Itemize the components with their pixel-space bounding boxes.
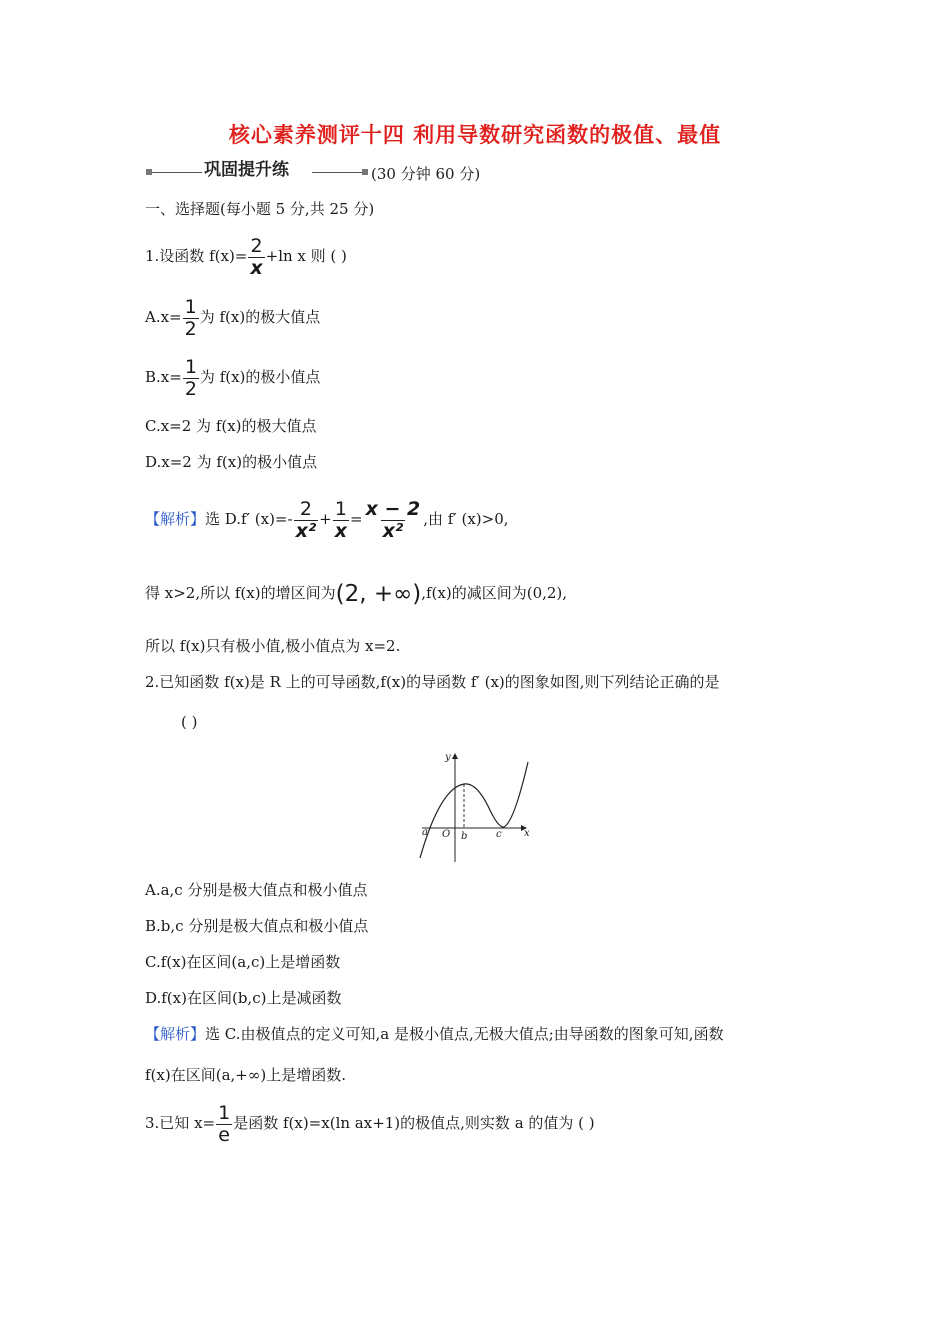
derivative-graph xyxy=(418,748,538,864)
fraction: $\frac{1}{2}$ xyxy=(184,355,197,400)
label-c: c xyxy=(496,829,502,840)
q2-stem: 2.已知函数 f(x)是 R 上的可导函数,f(x)的导函数 f′ (x)的图象如图,则下列结论正确的是 xyxy=(145,673,720,691)
q2-option-d: D.f(x)在区间(b,c)上是减函数 xyxy=(145,989,342,1007)
derivative-curve xyxy=(420,762,528,858)
fraction: $\frac{2}{x}$ xyxy=(250,234,263,279)
fraction: $\frac{2}{\text{x²}}$ xyxy=(295,497,317,542)
section-heading: 一、选择题(每小题 5 分,共 25 分) xyxy=(145,200,375,218)
q1-option-a: A.x= $\frac{1}{2}$ 为 f(x)的极大值点 xyxy=(145,295,321,340)
banner-right-line xyxy=(312,172,362,173)
q1-option-c: C.x=2 为 f(x)的极大值点 xyxy=(145,417,317,435)
banner-left-line xyxy=(152,172,202,173)
page-title: 核心素养测评十四 利用导数研究函数的极值、最值 xyxy=(228,122,722,147)
solution-tag: 【解析】 xyxy=(145,1025,206,1043)
q2-option-c: C.f(x)在区间(a,c)上是增函数 xyxy=(145,953,341,971)
q2-answer-paren: ( ) xyxy=(181,713,198,731)
fraction: $\frac{x - 2}{\text{x²}}$ xyxy=(365,497,421,542)
fraction: $\frac{1}{e}$ xyxy=(218,1101,231,1146)
label-a: a xyxy=(422,827,428,838)
solution-tag: 【解析】 xyxy=(145,510,206,528)
label-b: b xyxy=(461,831,468,842)
q2-solution-line1: 【解析】选 C.由极值点的定义可知,a 是极小值点,无极大值点;由导函数的图象可知,函数 xyxy=(145,1025,724,1043)
interval: (2, +∞) xyxy=(335,581,422,607)
q1-solution-line3: 所以 f(x)只有极小值,极小值点为 x=2. xyxy=(145,637,401,655)
q1-option-d: D.x=2 为 f(x)的极小值点 xyxy=(145,453,318,471)
time-info: (30 分钟 60 分) xyxy=(371,165,481,183)
q1-solution-line2: 得 x>2,所以 f(x)的增区间为(2, +∞),f(x)的减区间为(0,2), xyxy=(145,581,568,607)
q2-solution-line2: f(x)在区间(a,+∞)上是增函数. xyxy=(145,1066,346,1084)
label-y: y xyxy=(445,752,451,763)
banner-label: 巩固提升练 xyxy=(204,160,289,180)
fraction: $\frac{1}{2}$ xyxy=(184,295,197,340)
q1-stem: 1.设函数 f(x)= $\frac{2}{x}$ +ln x 则 ( ) xyxy=(145,234,347,279)
q1-solution-line1: 【解析】选 D.f′ (x)=- $\frac{2}{\text{x²}}$ + $\frac{1}{x}$ = $\frac{x - 2}{\text{x²}}$ ,由 f′ (x)>0, xyxy=(145,497,509,542)
q1-option-b: B.x= $\frac{1}{2}$ 为 f(x)的极小值点 xyxy=(145,355,321,400)
q2-option-a: A.a,c 分别是极大值点和极小值点 xyxy=(145,881,368,899)
banner-right-marker xyxy=(362,169,368,175)
fraction: $\frac{1}{x}$ xyxy=(334,497,347,542)
label-x: x xyxy=(524,828,530,839)
q2-option-b: B.b,c 分别是极大值点和极小值点 xyxy=(145,917,369,935)
label-o: O xyxy=(442,829,451,840)
q3-stem: 3.已知 x= $\frac{1}{e}$ 是函数 f(x)=x(ln ax+1)的极值点,则实数 a 的值为 ( ) xyxy=(145,1101,595,1146)
